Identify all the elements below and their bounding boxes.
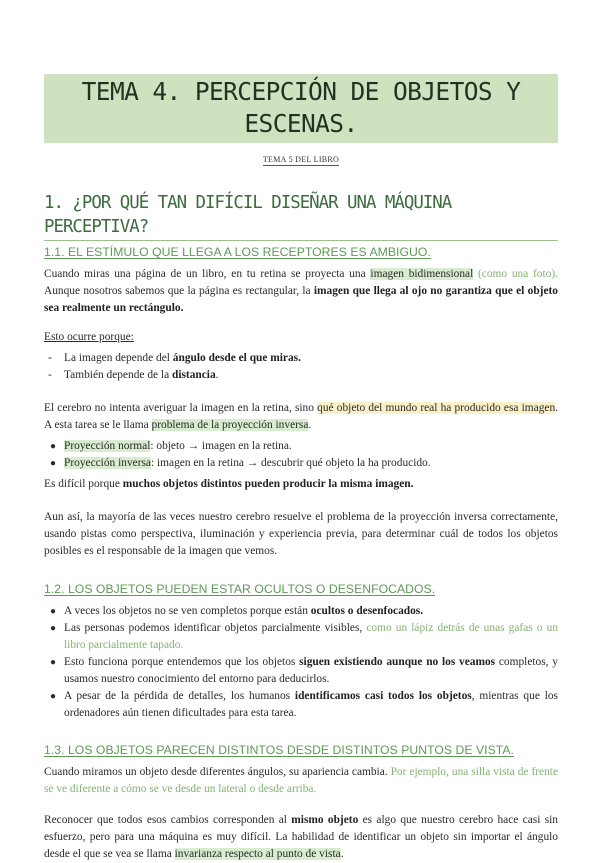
list-item: - También depende de la distancia.	[48, 369, 219, 381]
section-1-1-heading: 1.1. EL ESTÍMULO QUE LLEGA A LOS RECEPTORES ES AMBIGUO.	[44, 245, 431, 259]
list-item: - La imagen depende del ángulo desde el que miras.	[48, 352, 301, 364]
s13-paragraph-1: Cuando miramos un objeto desde diferentes ángulos, su apariencia cambia. Por ejemplo, una silla vista de frente se ve diferente a cómo se ve desde un lateral o desde arriba.	[44, 766, 558, 795]
s11-paragraph-1: Cuando miras una página de un libro, en tu retina se proyecta una imagen bidimensional (como una foto). Aunque nosotros sabemos que la página es rectangular, la imagen que llega al ojo no garantiza que el objeto sea realmente un rectángulo.	[44, 268, 559, 314]
s12-bullet-list	[44, 603, 558, 722]
page-subtitle: TEMA 5 DEL LIBRO	[262, 155, 340, 164]
section-1-heading: 1. ¿POR QUÉ TAN DIFÍCIL DISEÑAR UNA MÁQUINA PERCEPTIVA?	[44, 191, 558, 241]
list-item: ● Proyección inversa: imagen en la retina → descubrir qué objeto la ha producido.	[50, 457, 431, 469]
list-item: ● A pesar de la pérdida de detalles, los humanos identificamos casi todos los objetos, mientras que los ordenadores aún tienen dificultades para esta tarea.	[50, 690, 558, 719]
s11-dash-list	[44, 350, 558, 384]
list-item: ● Las personas podemos identificar objetos parcialmente visibles, como un lápiz detrás de unas gafas o un libro parcialmente tapado.	[50, 622, 558, 651]
list-item: ● Esto funciona porque entendemos que los objetos siguen existiendo aunque no los veamos completos, y usamos nuestro conocimiento del entorno para deducirlos.	[50, 656, 558, 685]
page-title: TEMA 4. PERCEPCIÓN DE OBJETOS Y ESCENAS.	[44, 74, 558, 143]
list-item: ● Proyección normal: objeto → imagen en la retina.	[50, 440, 292, 452]
s11-paragraph-2: El cerebro no intenta averiguar la imagen en la retina, sino qué objeto del mundo real ha producido esa imagen. A esta tarea se le llama problema de la proyección inversa.	[44, 402, 558, 431]
list-item: ● A veces los objetos no se ven completos porque están ocultos o desenfocados.	[50, 605, 424, 617]
s11-paragraph-4: Aun así, la mayoría de las veces nuestro cerebro resuelve el problema de la proyección inversa correctamente, usando pistas como perspectiva, iluminación y experiencia previa, para determinar cuál de todos los objetos posibles es el responsable de la imagen que vemos.	[44, 511, 558, 557]
document-page	[44, 0, 558, 863]
section-1-3-heading: 1.3. LOS OBJETOS PARECEN DISTINTOS DESDE DISTINTOS PUNTOS DE VISTA.	[44, 743, 514, 757]
s13-paragraph-2: Reconocer que todos esos cambios corresponden al mismo objeto es algo que nuestro cerebro hace casi sin esfuerzo, pero para una máquina es muy difícil. La habilidad de identificar un objeto sin importar el ángulo desde el que se vea se llama invarianza respecto al punto de vista.	[44, 814, 558, 860]
s11-intro: Esto ocurre porque:	[44, 331, 134, 343]
s11-paragraph-3: Es difícil porque muchos objetos distintos pueden producir la misma imagen.	[44, 478, 414, 490]
s11-bullet-list	[44, 438, 558, 472]
section-1-2-heading: 1.2. LOS OBJETOS PUEDEN ESTAR OCULTOS O DESENFOCADOS.	[44, 582, 436, 596]
